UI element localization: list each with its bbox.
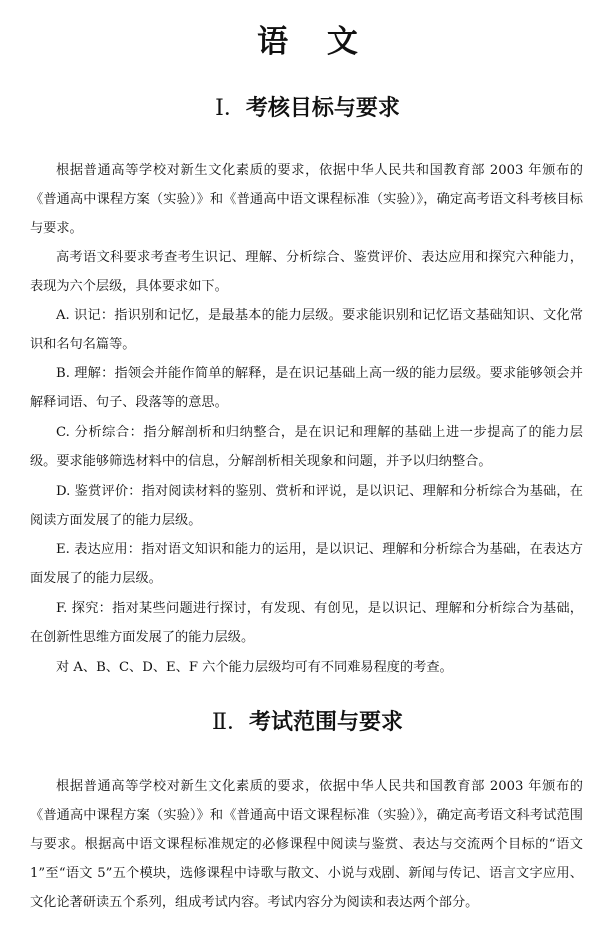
- section-2-number: Ⅱ．: [212, 710, 249, 735]
- document-title: 语 文: [257, 24, 372, 60]
- section-2-heading-text: 考试范围与要求: [248, 710, 403, 735]
- section-1-paragraph-B: B. 理解：指领会并能作简单的解释，是在识记基础上高一级的能力层级。要求能够领会并解释词语、句子、段落等的意思。: [30, 366, 583, 410]
- section-1-paragraph-D: D. 鉴赏评价：指对阅读材料的鉴别、赏析和评说，是以识记、理解和分析综合为基础，在阅读方面发展了的能力层级。: [30, 484, 583, 528]
- section-1-paragraph-E: E. 表达应用：指对语文知识和能力的运用，是以识记、理解和分析综合为基础，在表达方面发展了的能力层级。: [30, 542, 583, 586]
- section-1-paragraph-2: 高考语文科要求考查考生识记、理解、分析综合、鉴赏评价、表达应用和探究六种能力，表现为六个层级，具体要求如下。: [30, 250, 583, 294]
- section-1-paragraph-F: F. 探究：指对某些问题进行探讨，有发现、有创见，是以识记、理解和分析综合为基础，在创新性思维方面发展了的能力层级。: [30, 601, 583, 645]
- section-1-paragraph-C: C. 分析综合：指分解剖析和归纳整合，是在识记和理解的基础上进一步提高了的能力层级。要求能够筛选材料中的信息，分解剖析相关现象和问题，并予以归纳整合。: [30, 425, 583, 469]
- section-2-heading: [0, 708, 615, 738]
- section-1-heading-text: 考核目标与要求: [245, 96, 400, 121]
- section-2-paragraph-1: 根据普通高等学校对新生文化素质的要求，依据中华人民共和国教育部 2003 年颁布的《普通高中课程方案（实验）》和《普通高中语文课程标准（实验）》，确定高考语文科考试范围与要求。根据高中语文课程标准规定的必修课程中阅读与鉴赏、表达与交流两个目标的“语文 1”至“语文 5”五个模块，选修课程中诗歌与散文、小说与戏剧、新闻与传记、语言文字应用、文化论著研读五个系列，组成考试内容。考试内容分为阅读和表达两个部分。: [30, 779, 583, 910]
- section-1-number: Ⅰ．: [215, 96, 246, 121]
- section-1-paragraph-1: 根据普通高等学校对新生文化素质的要求，依据中华人民共和国教育部 2003 年颁布的《普通高中课程方案（实验）》和《普通高中语文课程标准（实验）》，确定高考语文科考核目标与要求。: [30, 163, 583, 236]
- section-1-paragraph-summary: 对 A、B、C、D、E、F 六个能力层级均可有不同难易程度的考查。: [56, 660, 453, 675]
- section-1-paragraph-A: A. 识记：指识别和记忆，是最基本的能力层级。要求能识别和记忆语文基础知识、文化常识和名句名篇等。: [30, 308, 583, 352]
- section-1-heading: [0, 94, 615, 124]
